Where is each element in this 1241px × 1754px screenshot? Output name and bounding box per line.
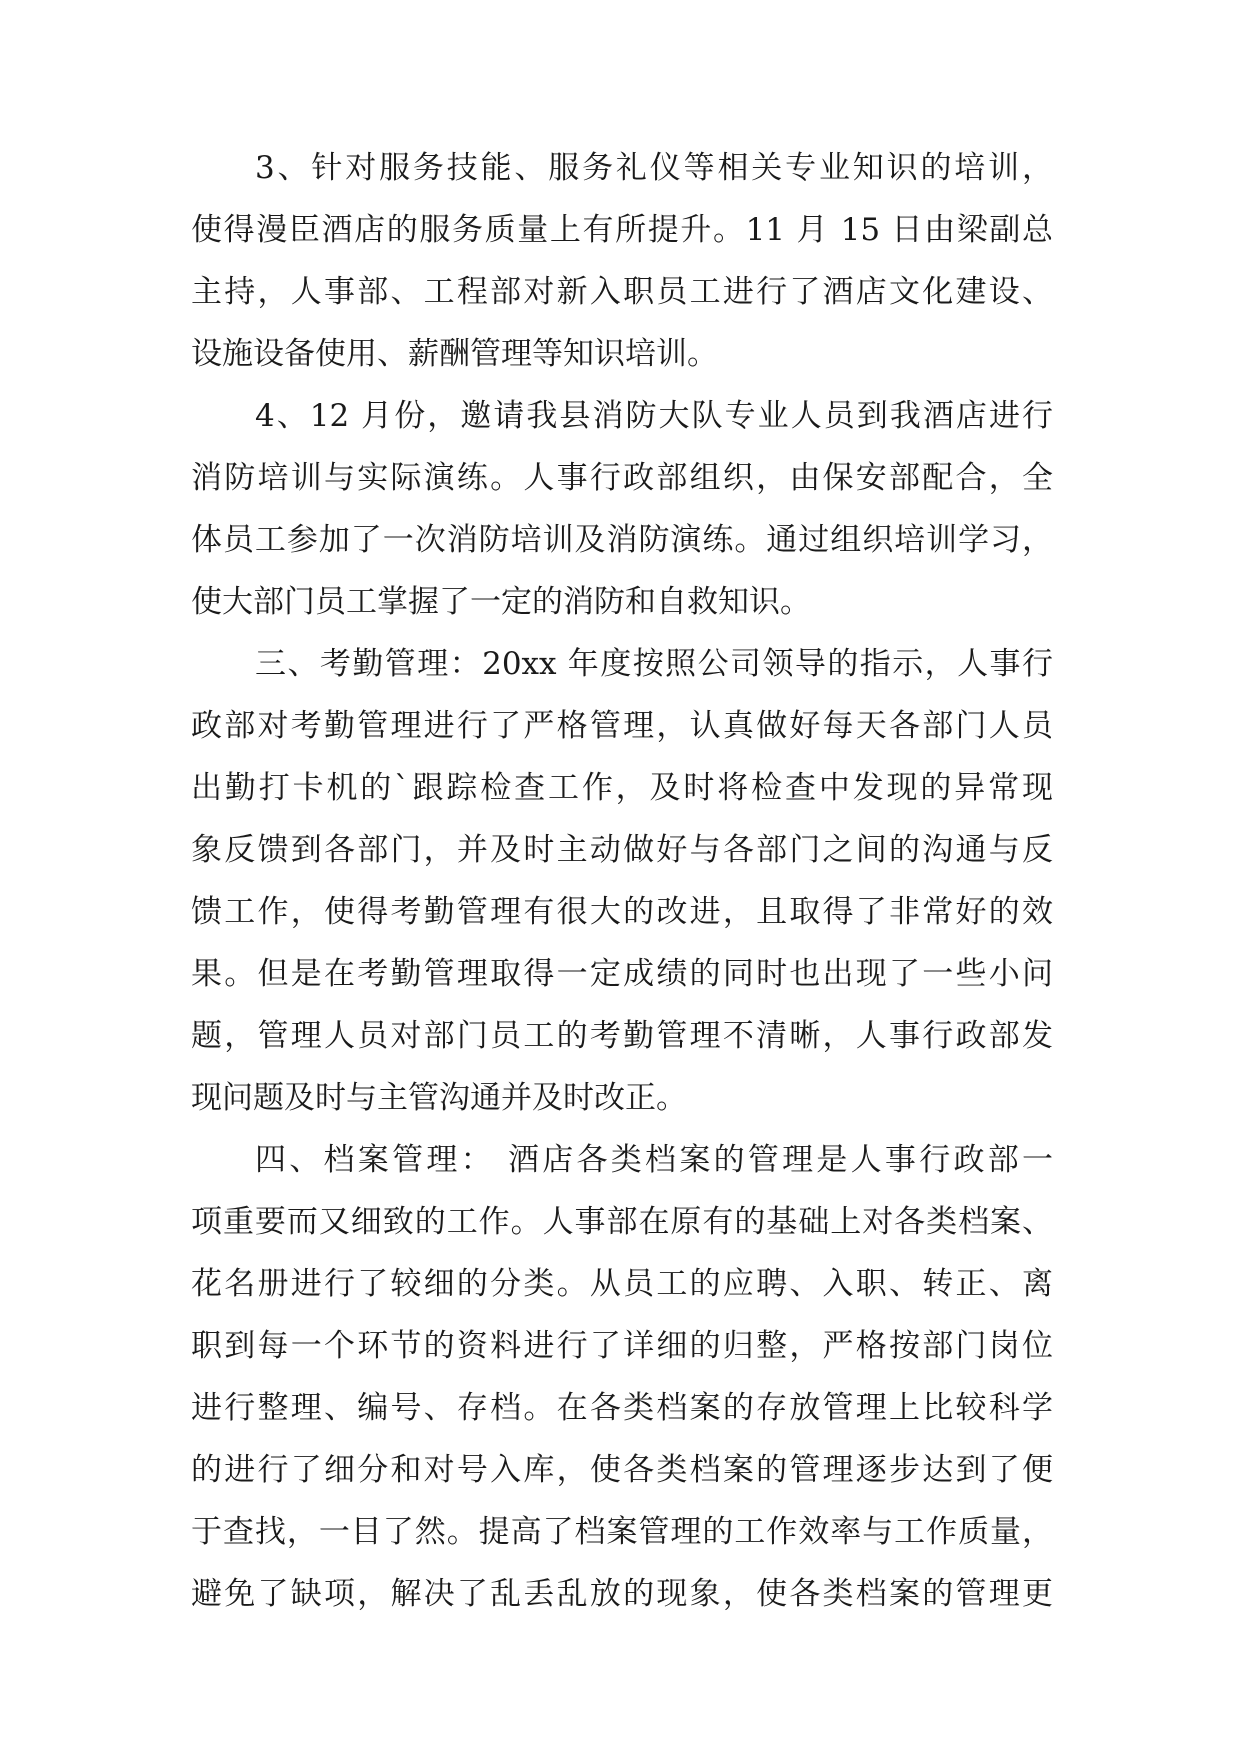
text-line: 现问题及时与主管沟通并及时改正。 (191, 1080, 687, 1116)
text-line: 4、12 月份，邀请我县消防大队专业人员到我酒店进行 (255, 398, 1053, 434)
text-line: 主持，人事部、工程部对新入职员工进行了酒店文化建设、 (191, 274, 1053, 310)
text-line: 避免了缺项，解决了乱丢乱放的现象，使各类档案的管理更 (191, 1576, 1053, 1612)
document-body (191, 148, 1053, 1636)
text-line: 于查找，一目了然。提高了档案管理的工作效率与工作质量， (191, 1514, 1053, 1550)
text-line: 3、针对服务技能、服务礼仪等相关专业知识的培训， (255, 150, 1053, 186)
text-line: 三、考勤管理：20xx 年度按照公司领导的指示，人事行 (255, 646, 1053, 682)
text-line: 出勤打卡机的`跟踪检查工作，及时将检查中发现的异常现 (191, 770, 1053, 806)
text-line: 设施设备使用、薪酬管理等知识培训。 (191, 336, 718, 372)
paragraph-fire-training (191, 396, 1053, 622)
text-line: 果。但是在考勤管理取得一定成绩的同时也出现了一些小问 (191, 956, 1053, 992)
text-line: 体员工参加了一次消防培训及消防演练。通过组织培训学习， (191, 522, 1053, 558)
text-line: 题，管理人员对部门员工的考勤管理不清晰，人事行政部发 (191, 1018, 1053, 1054)
text-line: 四、档案管理： 酒店各类档案的管理是人事行政部一 (255, 1142, 1053, 1178)
paragraph-training-service (191, 148, 1053, 374)
paragraph-attendance-management (191, 644, 1053, 1118)
paragraph-archive-management (191, 1140, 1053, 1614)
text-line: 的进行了细分和对号入库，使各类档案的管理逐步达到了便 (191, 1452, 1053, 1488)
text-line: 职到每一个环节的资料进行了详细的归整，严格按部门岗位 (191, 1328, 1053, 1364)
text-line: 使得漫臣酒店的服务质量上有所提升。11 月 15 日由梁副总 (191, 212, 1053, 248)
text-line: 项重要而又细致的工作。人事部在原有的基础上对各类档案、 (191, 1204, 1053, 1240)
text-line: 花名册进行了较细的分类。从员工的应聘、入职、转正、离 (191, 1266, 1053, 1302)
text-line: 象反馈到各部门，并及时主动做好与各部门之间的沟通与反 (191, 832, 1053, 868)
text-line: 政部对考勤管理进行了严格管理，认真做好每天各部门人员 (191, 708, 1053, 744)
text-line: 使大部门员工掌握了一定的消防和自救知识。 (191, 584, 811, 620)
text-line: 馈工作，使得考勤管理有很大的改进，且取得了非常好的效 (191, 894, 1053, 930)
text-line: 进行整理、编号、存档。在各类档案的存放管理上比较科学 (191, 1390, 1053, 1426)
text-line: 消防培训与实际演练。人事行政部组织，由保安部配合，全 (191, 460, 1053, 496)
